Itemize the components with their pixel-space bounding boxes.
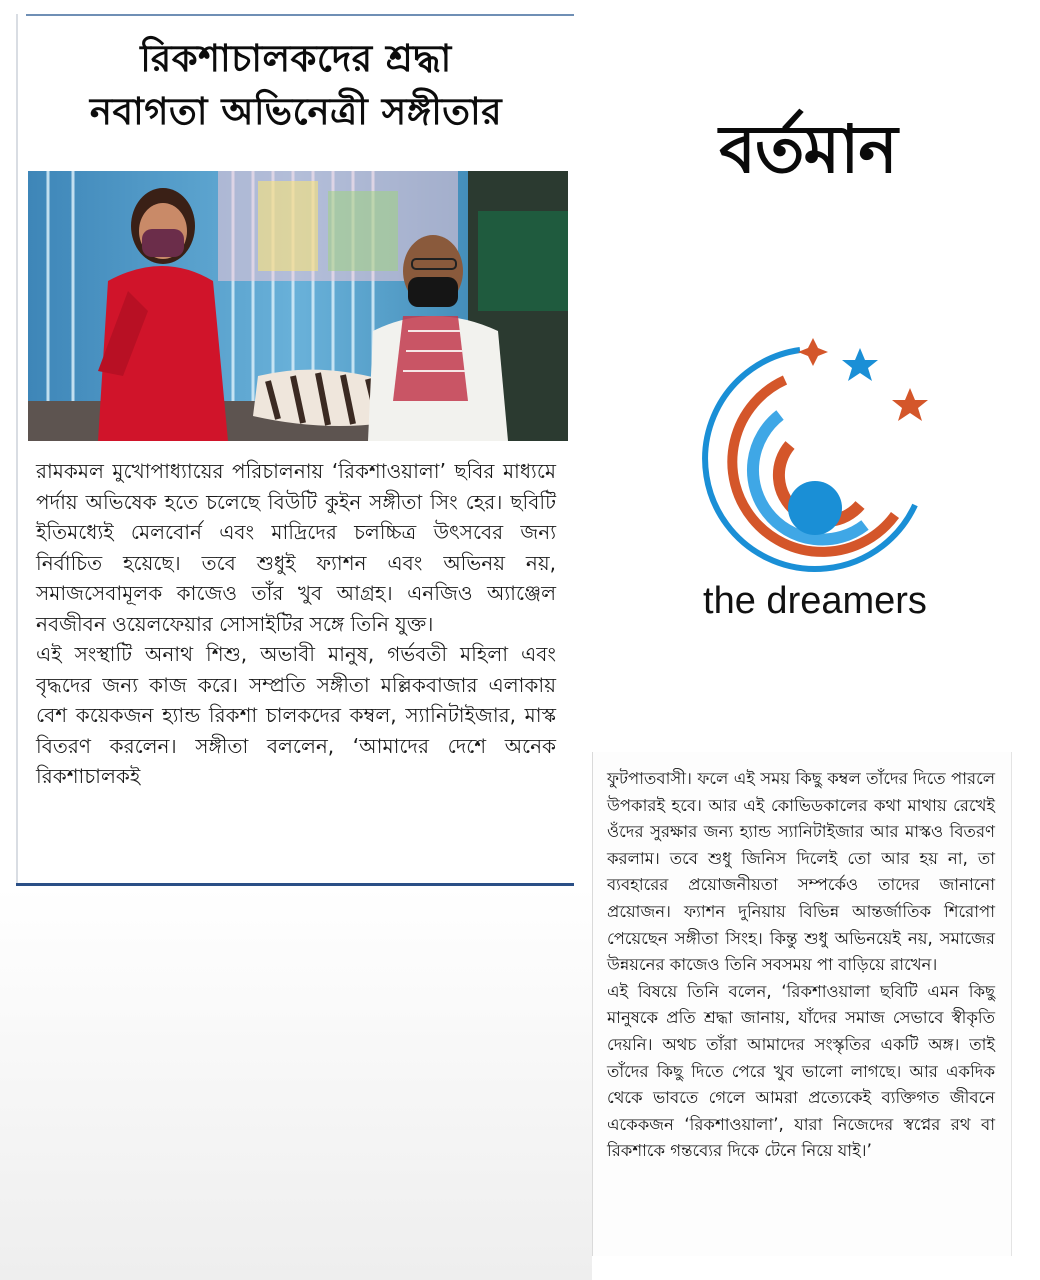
bottom-rule: [16, 883, 574, 886]
star-icon: [892, 388, 928, 421]
headline-line-1: রিকশাচালকদের শ্রদ্ধা: [140, 37, 452, 80]
star-icon: [798, 338, 828, 366]
newspaper-clipping: [16, 14, 574, 886]
page-background-fade: [0, 886, 592, 1280]
dreamers-logo: [690, 330, 940, 580]
masthead-name: বর্তমান: [719, 111, 897, 188]
newspaper-masthead: [612, 104, 1004, 200]
article-body: [36, 456, 556, 792]
star-icon: [842, 348, 878, 381]
article-headline: [36, 32, 556, 138]
article-paragraph-1: রামকমল মুখোপাধ্যায়ের পরিচালনায় ‘রিকশাওয়ালা’ ছবির মাধ্যমে পর্দায় অভিষেক হতে চলেছে বিউটি কুইন সঙ্গীতা সিং‌ হের। ছবিটি ইতিমধ্যেই মেলবোর্ন এবং মাদ্রিদের চলচ্চিত্র উৎসবের জন্য নির্বাচিত হয়েছে। তবে শুধুই ফ্যাশন এবং অভিনয় নয়, সমাজসেবামূলক কাজেও তাঁর খুব আগ্রহ। এনজিও অ্যাঞ্জেল নবজীবন ওয়েলফেয়ার সোসাইটির সঙ্গে তিনি যুক্ত।: [36, 459, 556, 636]
continuation-clipping: [592, 752, 1012, 1256]
continuation-paragraph-2: এই বিষয়ে তিনি বলেন, ‘রিকশাওয়ালা ছবিটি এমন কিছু মানুষকে প্রতি শ্রদ্ধা জানায়, যাঁদের সমাজ সেভাবে স্বীকৃতি দেয়নি। অথচ তাঁরা আমাদের সংস্কৃতির একটি অঙ্গ। তাই তাঁদের কিছু দিতে পেরে খুব ভালো লাগছে। আর একদিক থেকে ভাবতে গেলে আমরা প্রত্যেকেই ব্যক্তিগত জীবনে একেকজন ‘রিকশাওয়ালা’, যারা নিজেদের স্বপ্নের রথ বা রিকশাকে গন্তব্যের দিকে টেনে নিয়ে যাই।’: [607, 981, 995, 1161]
article-photo: [28, 171, 568, 441]
brand-name: the dreamers: [703, 580, 927, 622]
dreamers-logo-mark: [690, 330, 940, 580]
photo-illustration: [28, 171, 568, 441]
headline-line-2: নবাগতা অভিনেত্রী সঙ্গীতার: [89, 90, 503, 133]
continuation-body: [607, 766, 995, 1165]
left-rule: [16, 14, 18, 886]
continuation-paragraph-1: ফুটপাতবাসী। ফলে এই সময় কিছু কম্বল তাঁদের দিতে পারলে উপকারই হবে। আর এই কোভিডকালের কথা মাথায় রেখেই ওঁদের সুরক্ষার জন্য হ্যান্ড স্যানিটাইজার আর মাস্কও বিতরণ করলাম। তবে শুধু জিনিস দিলেই তো আর হয় না, তা ব্যবহারের প্রয়োজনীয়তা সম্পর্কেও তাদের জানানো প্রয়োজন। ফ্যাশন দুনিয়ায় বিভিন্ন আন্তর্জাতিক শিরোপা পেয়েছেন সঙ্গীতা সিংহ। কিন্তু শুধু অভিনয়েই নয়, সমাজের উন্নয়নের কাজেও তিনি সবসময় পা বাড়িয়ে রাখেন।: [607, 769, 995, 975]
article-paragraph-2: এই সংস্থাটি অনাথ শিশু, অভাবী মানুষ, গর্ভবতী মহিলা এবং বৃদ্ধদের জন্য কাজ করে। সম্প্রতি সঙ্গীতা মল্লিকবাজার এলাকায় বেশ কয়েকজন হ্যান্ড রিকশা চালকদের কম্বল, স্যানিটাইজার, মাস্ক বিতরণ করলেন। সঙ্গীতা বললেন, ‘আমাদের দেশে অনেক রিকশাচালকই: [36, 642, 556, 788]
top-rule: [26, 14, 574, 16]
